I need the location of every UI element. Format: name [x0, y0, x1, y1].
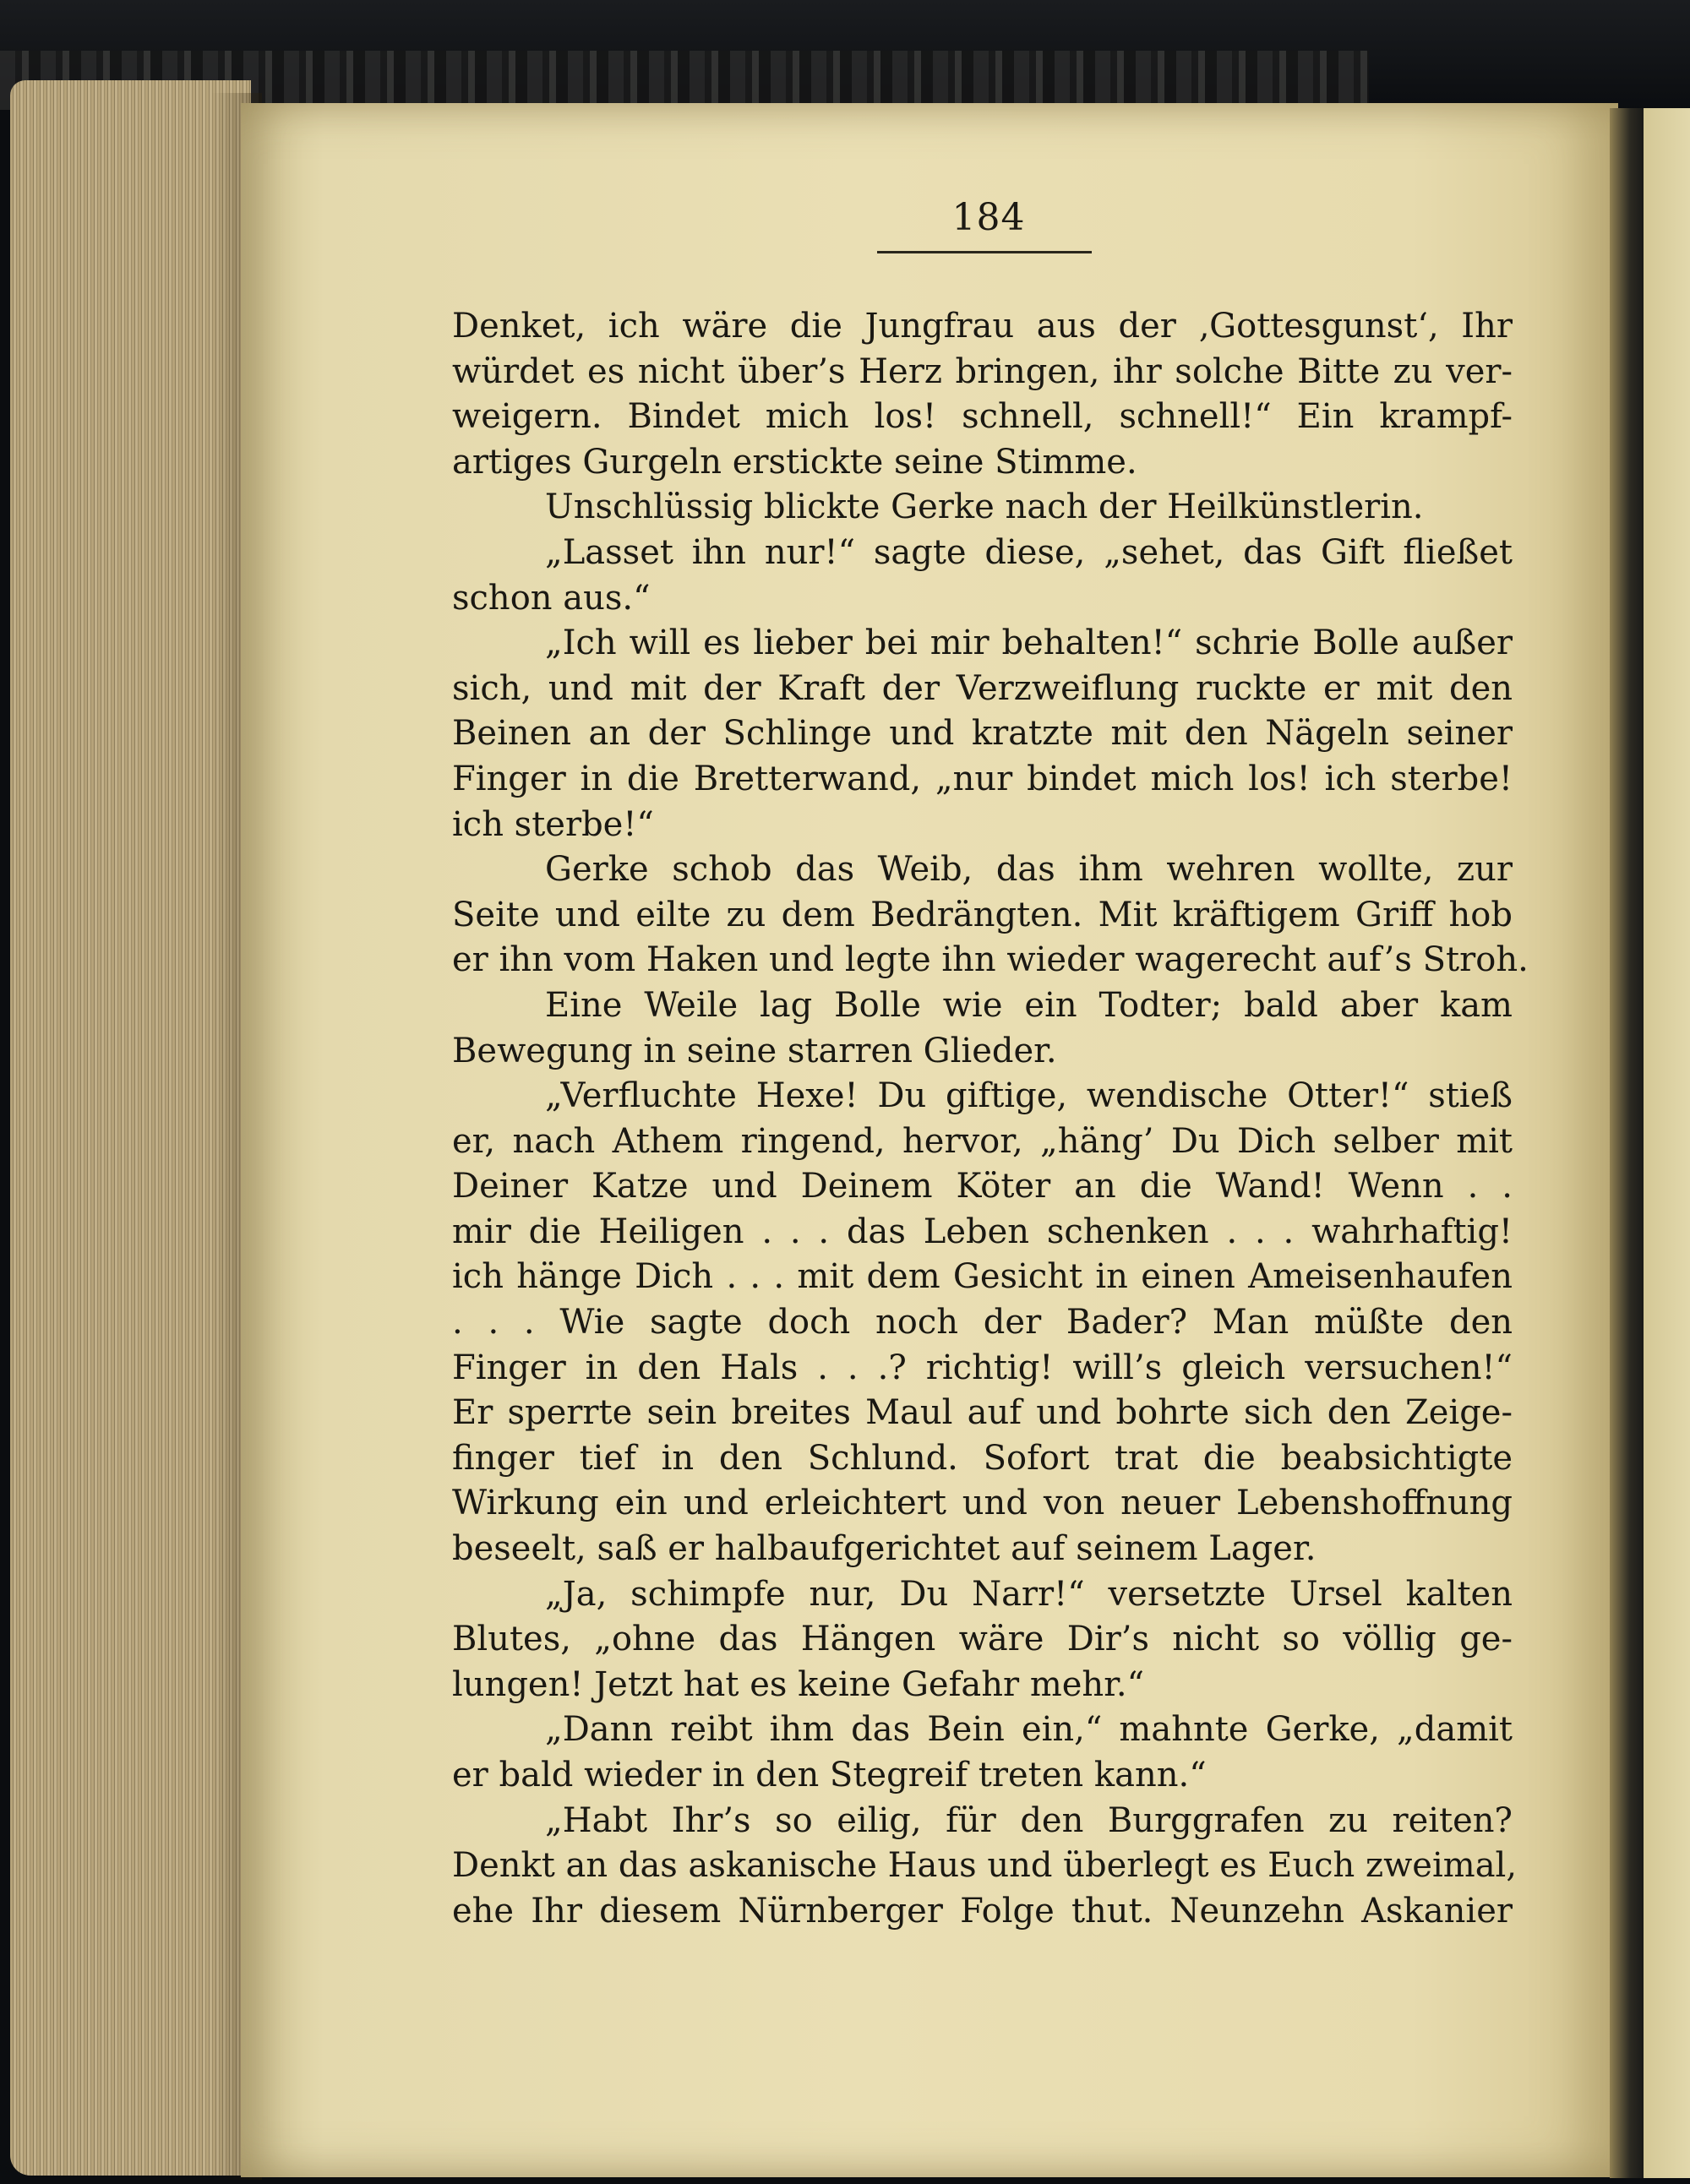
text-line: lungen! Jetzt hat es keine Gefahr mehr.“ — [452, 1664, 1145, 1704]
text-line: „Dann reibt ihm das Bein ein,“ mahnte Gerke, „damit — [545, 1710, 1513, 1750]
text-line: Denkt an das askanische Haus und überlegt es Euch zweimal, — [452, 1846, 1518, 1886]
text-line: Finger in den Hals . . .? richtig! will’s gleich versuchen!“ — [452, 1348, 1513, 1387]
text-line: mir die Heiligen . . . das Leben schenken . . . wahrhaftig! — [452, 1212, 1513, 1251]
text-line: Gerke schob das Weib, das ihm wehren wollte, zur — [545, 850, 1513, 890]
text-line: schon aus.“ — [452, 578, 651, 618]
text-line: Wirkung ein und erleichtert und von neuer Lebenshoffnung — [452, 1484, 1513, 1523]
text-line: artiges Gurgeln erstickte seine Stimme. — [452, 442, 1137, 482]
text-line: „Verfluchte Hexe! Du giftige, wendische Otter!“ stieß — [545, 1076, 1513, 1116]
text-line: er ihn vom Haken und legte ihn wieder wagerecht auf’s Stroh. — [452, 940, 1529, 980]
text-line: Denket, ich wäre die Jungfrau aus der ‚Gottesgunst‘, Ihr — [452, 307, 1513, 346]
body-text — [452, 304, 1529, 1934]
text-line: finger tief in den Schlund. Sofort trat die beabsichtigte — [452, 1438, 1513, 1478]
text-line: ich hänge Dich . . . mit dem Gesicht in einen Ameisenhaufen — [452, 1257, 1513, 1297]
text-line: Beinen an der Schlinge und kratzte mit den Nägeln seiner — [452, 714, 1513, 754]
text-line: weigern. Bindet mich los! schnell, schnell!“ Ein krampf- — [452, 397, 1513, 437]
text-line: er bald wieder in den Stegreif treten kann.“ — [452, 1756, 1207, 1795]
text-line: sich, und mit der Kraft der Verzweiflung ruckte er mit den — [452, 668, 1513, 708]
text-line: Unschlüssig blickte Gerke nach der Heilkünstlerin. — [545, 487, 1424, 527]
facing-page-edge — [1644, 108, 1690, 2178]
text-line: Er sperrte sein breites Maul auf und bohrte sich den Zeige- — [452, 1393, 1513, 1433]
text-line: Blutes, „ohne das Hängen wäre Dir’s nicht so völlig ge- — [452, 1620, 1513, 1659]
text-line: Finger in die Bretterwand, „nur bindet mich los! ich sterbe! — [452, 759, 1513, 798]
text-line: Deiner Katze und Deinem Köter an die Wand! Wenn . . — [452, 1167, 1513, 1206]
text-line: würdet es nicht über’s Herz bringen, ihr solche Bitte zu ver- — [452, 351, 1513, 391]
text-line: beseelt, saß er halbaufgerichtet auf seinem Lager. — [452, 1529, 1317, 1569]
text-line: „Ja, schimpfe nur, Du Narr!“ versetzte Ursel kalten — [545, 1574, 1513, 1614]
page-number: 184 — [951, 196, 1026, 239]
text-line: „Lasset ihn nur!“ sagte diese, „sehet, das Gift fließet — [545, 532, 1513, 572]
text-line: Bewegung in seine starren Glieder. — [452, 1031, 1057, 1070]
text-line: ich sterbe!“ — [452, 804, 654, 844]
text-line: „Habt Ihr’s so eilig, für den Burggrafen zu reiten? — [545, 1800, 1513, 1840]
text-line: . . . Wie sagte doch noch der Bader? Man müßte den — [452, 1303, 1513, 1343]
text-line: ehe Ihr diesem Nürnberger Folge thut. Neunzehn Askanier — [452, 1891, 1513, 1931]
page-number-rule — [877, 251, 1092, 253]
text-line: Eine Weile lag Bolle wie ein Todter; bald aber kam — [545, 985, 1513, 1025]
text-line: er, nach Athem ringend, hervor, „häng’ Du Dich selber mit — [452, 1121, 1513, 1161]
text-line: „Ich will es lieber bei mir behalten!“ schrie Bolle außer — [545, 624, 1513, 663]
text-line: Seite und eilte zu dem Bedrängten. Mit kräftigem Griff hob — [452, 895, 1513, 934]
book-gutter — [1610, 108, 1644, 2178]
